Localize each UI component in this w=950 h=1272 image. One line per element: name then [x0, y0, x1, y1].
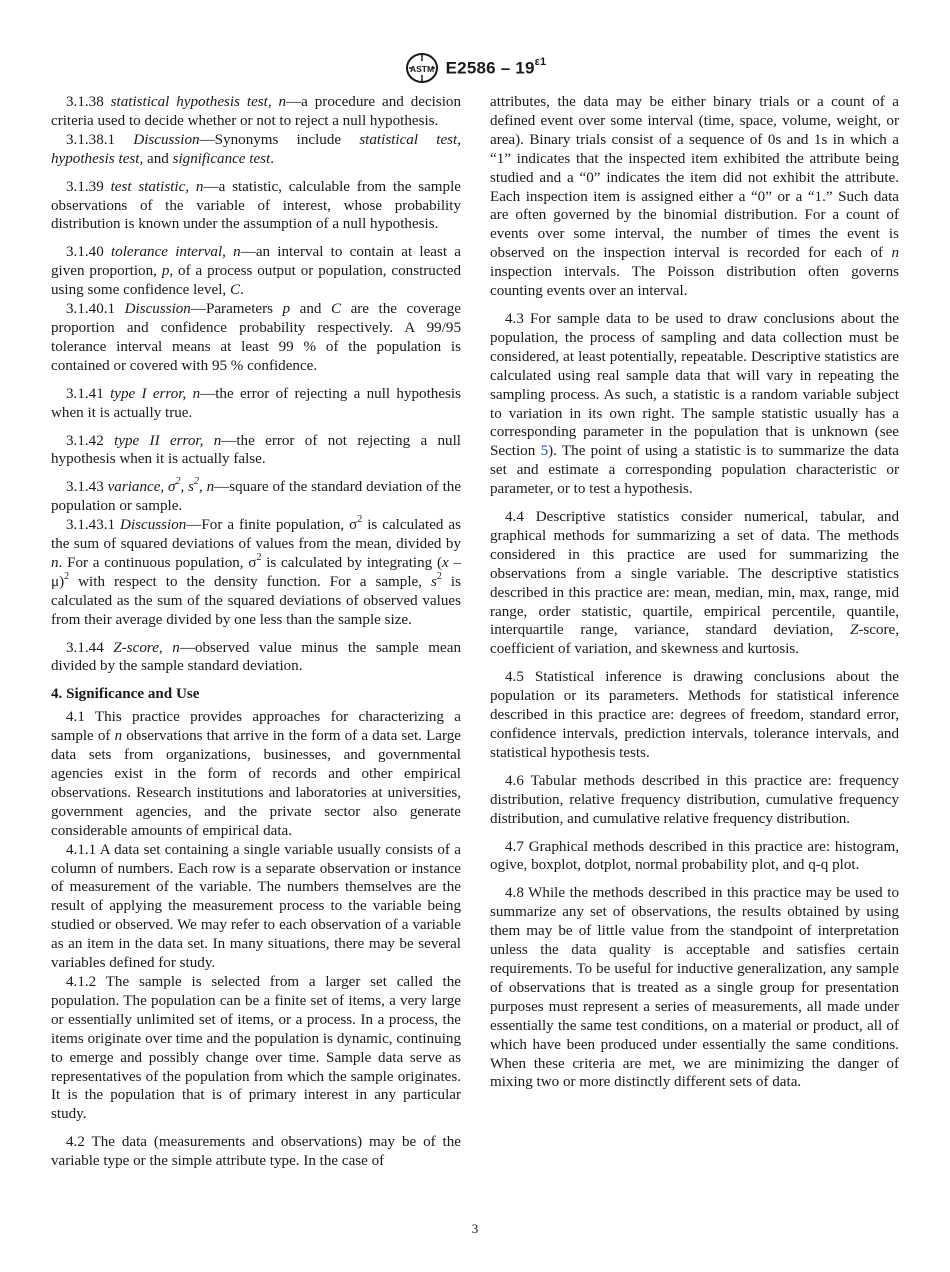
discussion-3-1-40-1: 3.1.40.1 Discussion—Parameters p and C are the coverage proportion and confidence probability respectively. A 99/95 tolerance interval means at least 99 % of the population is contained or covered with 95 % confidence.: [51, 301, 461, 374]
section-heading-4: 4. Significance and Use: [51, 686, 200, 703]
discussion-3-1-38-1: 3.1.38.1 Discussion—Synonyms include statistical test, hypothesis test, and significance test.: [51, 131, 461, 167]
right-column: [490, 93, 899, 1101]
left-column: [51, 93, 461, 1180]
paragraph-4-8: 4.8 While the methods described in this practice may be used to summarize any set of observations, the results obtained by using them may be of little value from the standpoint of interpretation unless the data quality is acceptable and satisfies certain requirements. To be useful for inductive generalization, any sample of observations that is treated as a single group for presentation purposes must represent a series of measurements, all made under essentially the same test conditions, on a material or product, all of which have been produced under essentially the same conditions. When these criteria are met, we are minimizing the danger of mixing two or more distinctly different sets of data.: [490, 885, 899, 1091]
paragraph-4-6: 4.6 Tabular methods described in this practice are: frequency distribution, relative frequency distribution, cumulative frequency distribution, and cumulative relative frequency distribution.: [490, 772, 899, 827]
definition-3-1-42: 3.1.42 type II error, n—the error of not rejecting a null hypothesis when it is actually false.: [51, 432, 461, 468]
page-header: [0, 52, 950, 84]
paragraph-4-2-continued: attributes, the data may be either binary trials or a count of a defined event over some interval (time, space, volume, weight, or area). Binary trials consist of a sequence of 0s and 1s in which a “1” indicates that the inspected item exhibited the attribute being studied and a “0” indicates the item did not exhibit the attribute. Each inspection item is assigned either a “0” or a “1.” Such data are often governed by the binomial distribution. For a count of events over some interval, the number of times the event is observed on the inspection interval is recorded for each of n inspection intervals. The Poisson distribution often governs counting events over an interval.: [490, 94, 899, 300]
paragraph-4-4: 4.4 Descriptive statistics consider numerical, tabular, and graphical methods for summarizing a set of data. The methods considered in this practice are used for summarizing the observations from a single variable. The descriptive statistics described in this practice are: mean, median, min, max, range, mid range, order statistic, quartile, empirical percentile, quantile, interquartile range, variance, standard deviation, Z-score, coefficient of variation, and skewness and kurtosis.: [490, 509, 899, 658]
document-designation: $E2586 - 19^{\varepsilon 1}$: [445, 55, 547, 78]
paragraph-4-1-1: 4.1.1 A data set containing a single variable usually consists of a column of numbers. Each row is a separate observation or instance of measurement of the variable. The numbers themselves are the result of applying the measurement process to the variable being studied or observed. We may refer to each observation of a variable as an item in the data set. In many situations, there may be several variables defined for study.: [51, 841, 461, 972]
definition-3-1-43: 3.1.43 variance, $\sigma^2$, $s^2$, n—square of the standard deviation of the population or sample.: [51, 476, 462, 515]
section-5-link[interactable]: 5: [540, 443, 549, 460]
paragraph-4-2: 4.2 The data (measurements and observations) may be of the variable type or the simple attribute type. In the case of: [51, 1134, 461, 1170]
definition-3-1-44: 3.1.44 Z-score, n—observed value minus the sample mean divided by the sample standard deviation.: [51, 639, 461, 675]
definition-3-1-40: 3.1.40 tolerance interval, n—an interval to contain at least a given proportion, p, of a process output or population, constructed using some confidence level, C.: [51, 244, 462, 299]
paragraph-4-3: 4.3 For sample data to be used to draw conclusions about the population, the process of sampling and data collection must be considered, at least potentially, repeatable. Descriptive statistics are calculated using real sample data that will vary in repeating the sampling process. As such, a statistic is a random variable subject to variation in its own right. The sample statistic usually has a corresponding parameter in the population that is unknown (see Section 5). The point of using a statistic is to summarize the data set and estimate a corresponding population characteristic or parameter, or to test a hypothesis.: [490, 310, 899, 498]
definition-3-1-38: 3.1.38 statistical hypothesis test, n—a procedure and decision criteria used to decide whether or not to reject a null hypothesis.: [51, 94, 461, 129]
discussion-3-1-43-1: 3.1.43.1 Discussion—For a finite population, $\sigma^2$ is calculated as the sum of squared deviations of values from the mean, divided by n. For a continuous population, $\sigma^2$ is calculated by integrating (x – μ)$^2$ with respect to the density function. For a sample, $s^2$ is calculated as the sum of the squared deviations of observed values from their average divided by one less than the sample size.: [51, 514, 462, 628]
paragraph-4-5: 4.5 Statistical inference is drawing conclusions about the population or its parameters. Methods for statistical inference described in this practice are: degrees of freedom, standard error, confidence intervals, prediction intervals, tolerance intervals, and statistical hypothesis tests.: [490, 669, 899, 761]
definition-3-1-39: 3.1.39 test statistic, n—a statistic, calculable from the sample observations of the variable of interest, whose probability distribution is known under the assumption of a null hypothesis.: [51, 178, 461, 233]
page-number: 3: [471, 1221, 479, 1236]
paragraph-4-7: 4.7 Graphical methods described in this practice are: histogram, ogive, boxplot, dotplot, normal probability plot, and q-q plot.: [490, 838, 899, 874]
definition-3-1-41: 3.1.41 type I error, n—the error of rejecting a null hypothesis when it is actually true.: [51, 385, 461, 421]
astm-logo-icon: [404, 52, 440, 84]
paragraph-4-1: 4.1 This practice provides approaches for characterizing a sample of n observations that arrive in the form of a data set. Large data sets from organizations, businesses, and governmental agencies exist in the form of records and other empirical observations. Research institutions and laboratories at universities, government agencies, and the private sector also generate considerable amounts of empirical data.: [51, 709, 461, 839]
logo-text: ASTM: [409, 64, 434, 74]
edition-superscript: ε1: [534, 55, 547, 68]
paragraph-4-1-2: 4.1.2 The sample is selected from a larger set called the population. The population can be a finite set of items, a very large or essentially unlimited set of items, or a process. In a process, the items originate over time and the population is dynamic, continuing to emerge and possibly change over time. Sample data serve as representatives of the population from which the sample originates. It is the population that is of primary interest in any particular study.: [51, 973, 461, 1123]
